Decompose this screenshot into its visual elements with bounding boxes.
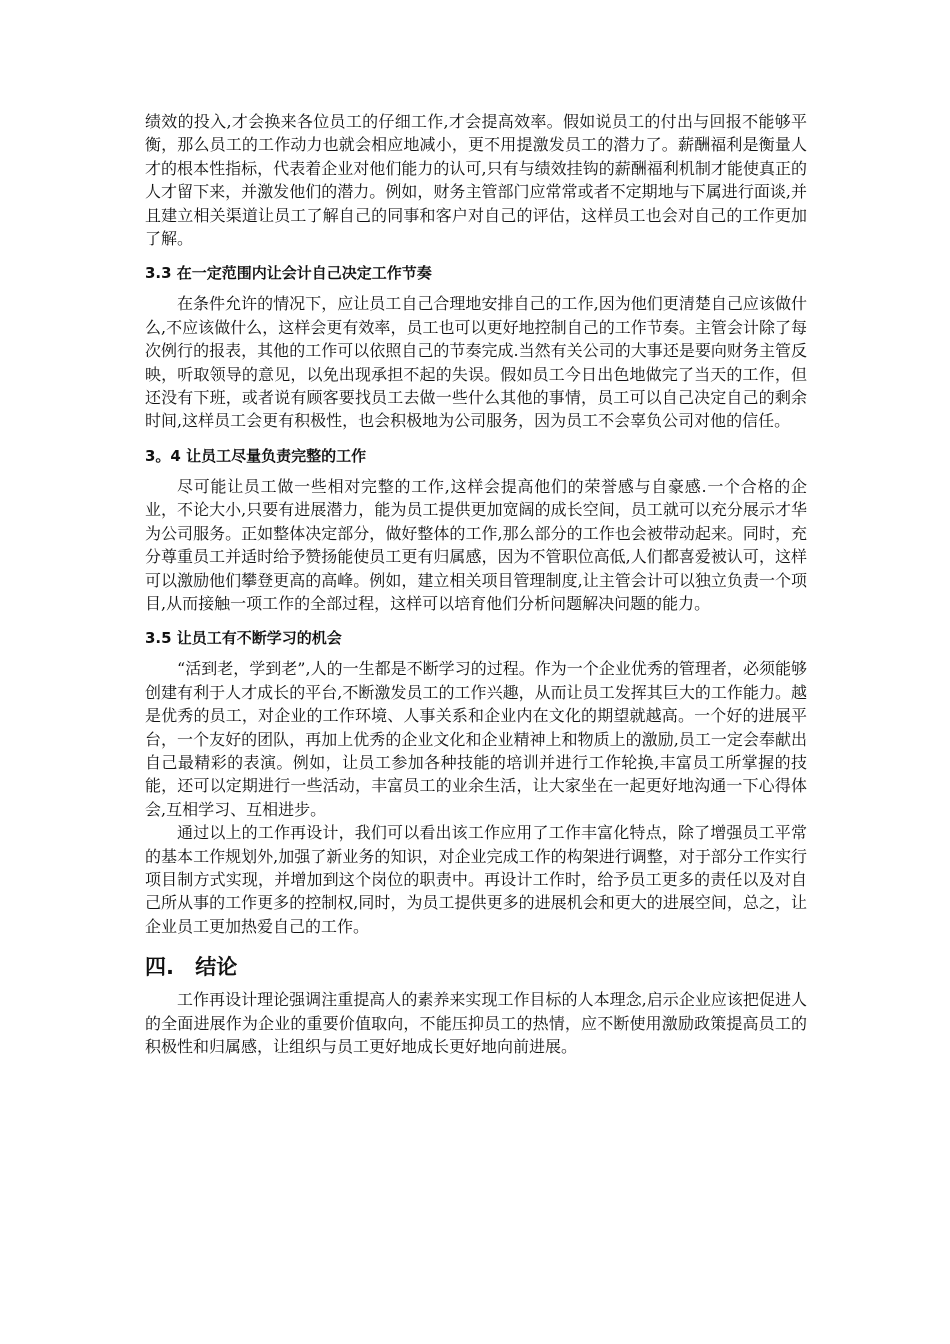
document-page: [145, 110, 807, 1058]
conclusion-paragraph: 工作再设计理论强调注重提高人的素养来实现工作目标的人本理念,启示企业应该把促进人的全面进展作为企业的重要价值取向，不能压抑员工的热情，应不断使用激励政策提高员工的积极性和归属感，让组织与员工更好地成长更好地向前进展。: [145, 990, 807, 1056]
section-heading-3-3: 3.3 在一定范围内让会计自己决定工作节奏: [145, 264, 432, 283]
section-heading-3-4: 3。4 让员工尽量负责完整的工作: [145, 446, 367, 465]
chapter-number: 四.: [145, 955, 174, 980]
chapter-heading-conclusion: [145, 952, 807, 982]
chapter-title: 结论: [195, 955, 238, 980]
section-3-5-paragraph-2: 通过以上的工作再设计，我们可以看出该工作应用了工作丰富化特点，除了增强员工平常的基本工作规划外,加强了新业务的知识，对企业完成工作的构架进行调整，对于部分工作实行项目制方式实现，并增加到这个岗位的职责中。再设计工作时，给予员工更多的责任以及对自己所从事的工作更多的控制权,同时，为员工提供更多的进展机会和更大的进展空间，总之，让企业员工更加热爱自己的工作。: [145, 823, 807, 936]
section-3-4-paragraph: 尽可能让员工做一些相对完整的工作,这样会提高他们的荣誉感与自豪感.一个合格的企业，不论大小,只要有进展潜力，能为员工提供更加宽阔的成长空间，员工就可以充分展示才华为公司服务。正如整体决定部分，做好整体的工作,那么部分的工作也会被带动起来。同时，充分尊重员工并适时给予赞扬能使员工更有归属感，因为不管职位高低,人们都喜爱被认可，这样可以激励他们攀登更高的高峰。例如，建立相关项目管理制度,让主管会计可以独立负责一个项目,从而接触一项工作的全部过程，这样可以培育他们分析问题解决问题的能力。: [145, 476, 807, 613]
section-3-3-paragraph: 在条件允许的情况下，应让员工自己合理地安排自己的工作,因为他们更清楚自己应该做什么,不应该做什么，这样会更有效率，员工也可以更好地控制自己的工作节奏。主管会计除了每次例行的报表，其他的工作可以依照自己的节奏完成.当然有关公司的大事还是要向财务主管反映，听取领导的意见，以免出现承担不起的失误。假如员工今日出色地做完了当天的工作，但还没有下班，或者说有顾客要找员工去做一些什么其他的事情，员工可以自己决定自己的剩余时间,这样员工会更有积极性，也会积极地为公司服务，因为员工不会辜负公司对他的信任。: [145, 294, 807, 431]
intro-paragraph: 绩效的投入,才会换来各位员工的仔细工作,才会提高效率。假如说员工的付出与回报不能够平衡，那么员工的工作动力也就会相应地减小，更不用提激发员工的潜力了。薪酬福利是衡量人才的根本性指标，代表着企业对他们能力的认可,只有与绩效挂钩的薪酬福利机制才能使真正的人才留下来，并激发他们的潜力。例如，财务主管部门应常常或者不定期地与下属进行面谈,并且建立相关渠道让员工了解自己的同事和客户对自己的评估，这样员工也会对自己的工作更加了解。: [145, 112, 807, 249]
section-heading-3-5: 3.5 让员工有不断学习的机会: [145, 629, 342, 648]
section-3-5-paragraph-1: “活到老，学到老”,人的一生都是不断学习的过程。作为一个企业优秀的管理者，必须能够创建有利于人才成长的平台,不断激发员工的工作兴趣，从而让员工发挥其巨大的工作能力。越是优秀的员工，对企业的工作环境、人事关系和企业内在文化的期望就越高。一个好的进展平台，一个友好的团队，再加上优秀的企业文化和企业精神上和物质上的激励,员工一定会奉献出自己最精彩的表演。例如，让员工参加各种技能的培训并进行工作轮换,丰富员工所掌握的技能，还可以定期进行一些活动，丰富员工的业余生活，让大家坐在一起更好地沟通一下心得体会,互相学习、互相进步。: [145, 659, 807, 819]
